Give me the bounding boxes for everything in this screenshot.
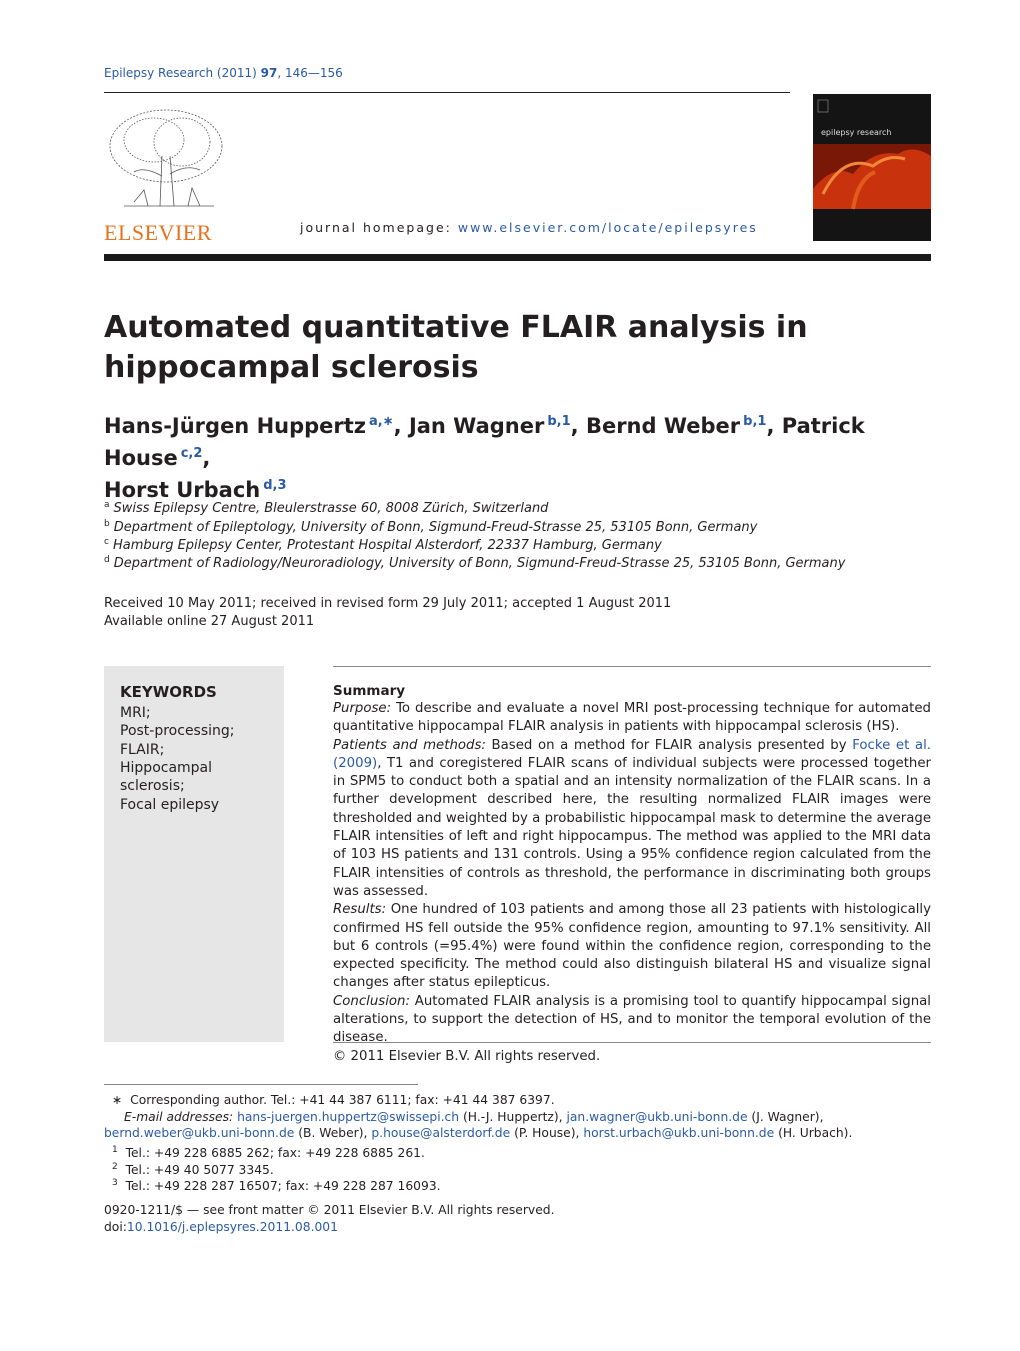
summary-results: Results: One hundred of 103 patients and among those all 23 patients with histologically confirmed HS fell outside the 95% confidence region, amounting to 97.1% sensitivity. All but 6 controls (=95.4%) were found within the confidence region, corresponding to the expected specificity. The method could also distinguish bilateral HS and visualize signal changes after status epilepticus. (333, 902, 931, 991)
cover-title: epilepsy research (821, 128, 892, 137)
email-link[interactable]: hans-juergen.huppertz@swissepi.ch (237, 1110, 460, 1124)
doi-link[interactable]: 10.1016/j.eplepsyres.2011.08.001 (126, 1220, 338, 1234)
author-separator: , (570, 414, 579, 438)
author-affiliation-mark[interactable]: c,2 (180, 446, 203, 461)
affiliation-text: Hamburg Epilepsy Center, Protestant Hospital Alsterdorf, 22337 Hamburg, Germany (112, 538, 662, 553)
journal-pages: 146—156 (284, 66, 343, 80)
footnote-mark: 1 (112, 1145, 118, 1155)
summary-bottom-rule (333, 1042, 931, 1043)
journal-citation[interactable]: Epilepsy Research (2011) 97, 146—156 (104, 66, 343, 80)
keyword: Hippocampal (120, 759, 213, 776)
author-affiliation-mark[interactable]: b,1 (547, 414, 571, 429)
keyword: MRI; (120, 705, 151, 721)
email-owner: (P. House), (510, 1126, 580, 1140)
affiliation-text: Department of Epileptology, University of Bonn, Sigmund-Freud-Strasse 25, 53105 Bonn, Germany (113, 520, 758, 535)
email-addresses: E-mail addresses: hans-juergen.huppertz@swissepi.ch (H.-J. Huppertz), jan.wagner@ukb.uni-bonn.de (J. Wagner), bernd.weber@ukb.uni-bonn.de (B. Weber), p.house@alsterdorf.de (P. House), horst.urbach@ukb.uni-bonn.de (H. Urbach). (104, 1110, 853, 1140)
keyword: FLAIR; (120, 741, 165, 758)
affiliation-mark: d (104, 555, 110, 565)
footnote-text: Tel.: +49 40 5077 3345. (125, 1163, 274, 1177)
footnote-text: Tel.: +49 228 6885 262; fax: +49 228 6885 261. (125, 1146, 425, 1160)
summary-copyright: © 2011 Elsevier B.V. All rights reserved. (333, 1048, 601, 1064)
summary-top-rule (333, 666, 931, 667)
affiliation (104, 519, 757, 535)
author-name[interactable]: Patrick House (104, 414, 865, 470)
author-name[interactable]: Hans-Jürgen Huppertz (104, 414, 367, 438)
summary-purpose: Purpose: To describe and evaluate a novel MRI post-processing technique for automated quantitative hippocampal FLAIR analysis in patients with hippocampal sclerosis (HS). (333, 701, 931, 735)
author-separator: , (766, 414, 775, 438)
email-link[interactable]: jan.wagner@ukb.uni-bonn.de (566, 1110, 748, 1124)
phone-footnote (112, 1175, 441, 1194)
article-title: Automated quantitative FLAIR analysis in hippocampal sclerosis (104, 310, 808, 385)
affiliation-mark: c (104, 537, 109, 547)
affiliation-text: Swiss Epilepsy Centre, Bleulerstrasse 60, 8008 Zürich, Switzerland (113, 501, 549, 516)
doi-line: doi:10.1016/j.eplepsyres.2011.08.001 (104, 1220, 338, 1234)
affiliation (104, 537, 662, 553)
author-name[interactable]: Jan Wagner (408, 414, 545, 438)
journal-name: Epilepsy Research (2011) (104, 66, 257, 80)
summary-conclusion: Conclusion: Automated FLAIR analysis is a promising tool to quantify hippocampal signal alterations, to support the detection of HS, and to monitor the temporal evolution of the disease. (333, 993, 931, 1046)
keyword: Post-processing; (120, 723, 235, 740)
keyword: sclerosis; (120, 778, 185, 795)
available-online: Available online 27 August 2011 (104, 614, 315, 629)
author-name[interactable]: Bernd Weber (585, 414, 741, 438)
summary-heading: Summary (333, 683, 406, 699)
email-owner: (H.-J. Huppertz), (459, 1110, 563, 1124)
corresponding-author-note: ∗ Corresponding author. Tel.: +41 44 387 6111; fax: +41 44 387 6397. (112, 1093, 555, 1107)
footnote-mark: 3 (112, 1178, 118, 1188)
author-separator: , (393, 414, 402, 438)
issn-line: 0920-1211/$ — see front matter © 2011 Elsevier B.V. All rights reserved. (104, 1203, 555, 1217)
author-affiliation-mark[interactable]: d,3 (263, 478, 287, 493)
affiliation (104, 555, 845, 571)
author-name[interactable]: Horst Urbach (104, 478, 261, 502)
email-owner: (B. Weber), (294, 1126, 368, 1140)
email-owner: (H. Urbach). (774, 1126, 853, 1140)
homepage-link[interactable]: www.elsevier.com/locate/epilepsyres (457, 220, 758, 235)
received-dates: Received 10 May 2011; received in revised form 29 July 2011; accepted 1 August 2011 (104, 596, 672, 611)
author-affiliation-mark[interactable]: b,1 (743, 414, 767, 429)
journal-volume: 97 (260, 66, 278, 80)
affiliation (104, 500, 548, 516)
keywords-heading: KEYWORDS (120, 683, 217, 701)
author-affiliation-mark[interactable]: a,∗ (369, 414, 394, 429)
footnote-text: Tel.: +49 228 287 16507; fax: +49 228 287 16093. (125, 1179, 441, 1193)
homepage-label: journal homepage: (300, 220, 452, 235)
email-link[interactable]: horst.urbach@ukb.uni-bonn.de (583, 1126, 775, 1140)
summary-body (333, 700, 931, 1066)
author-list (104, 408, 934, 504)
journal-homepage (300, 220, 758, 235)
email-link[interactable]: p.house@alsterdorf.de (371, 1126, 511, 1140)
reference-link[interactable]: Focke et al. (2009) (333, 737, 931, 771)
title-separator (104, 254, 931, 261)
journal-cover-image (813, 94, 931, 241)
summary-methods: Patients and methods: Based on a method for FLAIR analysis presented by Focke et al. (2009), T1 and coregistered FLAIR scans of individual subjects were processed together in SPM5 to conduct both a spatial and an intensity normalization of the FLAIR scans. In a further development described here, the resulting normalized FLAIR images were thresholded and weighted by a probabilistic hippocampal mask to determine the average FLAIR intensities of left and right hippocampus. The method was applied to the MRI data of 103 HS patients and 131 controls. Using a 95% confidence region calculated from the FLAIR intensities of controls as threshold, the performance in discriminating both groups was assessed. (333, 737, 931, 899)
affiliation-mark: a (104, 500, 110, 510)
email-owner: (J. Wagner), (747, 1110, 824, 1124)
keyword: Focal epilepsy (120, 796, 220, 813)
email-link[interactable]: bernd.weber@ukb.uni-bonn.de (104, 1126, 295, 1140)
header-rule (104, 92, 790, 93)
author-separator: , (202, 446, 211, 470)
elsevier-wordmark: ELSEVIER (104, 220, 212, 245)
footnote-rule (104, 1084, 418, 1085)
footnote-mark: 2 (112, 1162, 118, 1172)
affiliation-text: Department of Radiology/Neuroradiology, University of Bonn, Sigmund-Freud-Strasse 25, 53105 Bonn, Germany (113, 556, 846, 571)
affiliation-mark: b (104, 519, 110, 529)
